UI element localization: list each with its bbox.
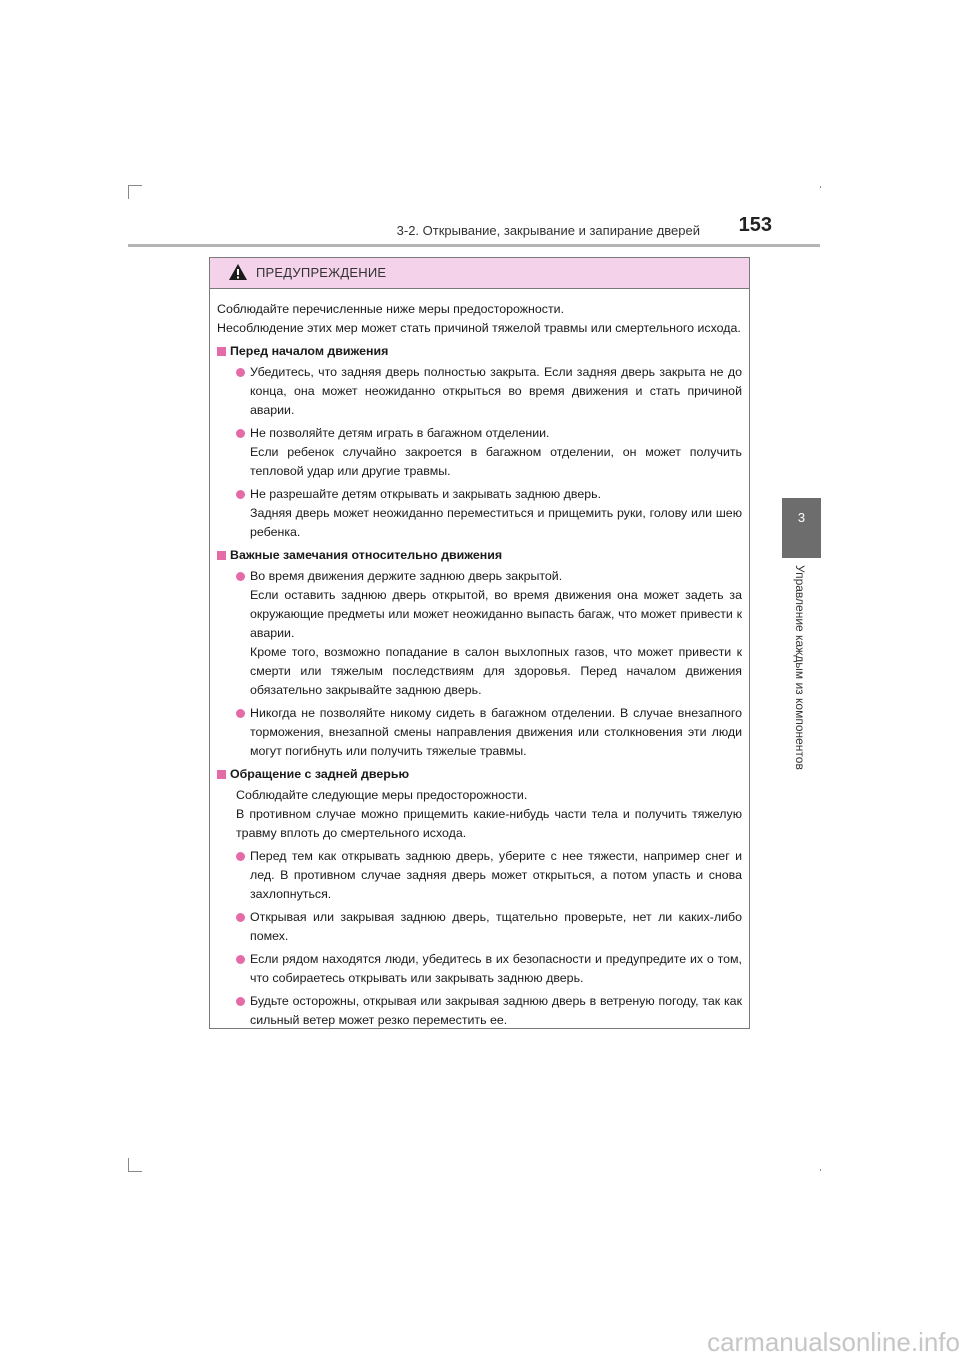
section-title: 3-2. Открывание, закрывание и запирание дверей — [396, 223, 700, 238]
list-item-text: Если рядом находятся люди, убедитесь в их безопасности и предупредите их о том, что собираетесь открывать или закрывать заднюю дверь. — [250, 952, 742, 985]
list-item-text: Будьте осторожны, открывая или закрывая заднюю дверь в ветреную погоду, так как сильный ветер может резко переместить ее. — [250, 994, 742, 1027]
warning-body — [210, 289, 749, 1030]
section-heading-text: Обращение с задней дверью — [230, 767, 410, 781]
list-item — [217, 908, 742, 946]
section-heading-text: Перед началом движения — [230, 344, 389, 358]
chapter-number: 3 — [797, 510, 806, 525]
chapter-label: Управление каждым из компонентов — [793, 565, 807, 770]
list-item — [217, 950, 742, 988]
list-item-text: Убедитесь, что задняя дверь полностью закрыта. Если задняя дверь закрыта не до конца, она может неожиданно открыться во время движения и стать причиной аварии. — [250, 365, 742, 417]
warning-box — [209, 257, 750, 1029]
list-item-text: Открывая или закрывая заднюю дверь, тщательно проверьте, нет ли каких-либо помех. — [250, 910, 742, 943]
list-item — [217, 424, 742, 481]
crop-mark-top-left-h — [128, 185, 142, 186]
list-item — [217, 704, 742, 761]
header-rule — [128, 244, 820, 247]
list-item-text: Перед тем как открывать заднюю дверь, уберите с нее тяжести, например снег и лед. В противном случае задняя дверь может открыться, а потом упасть и снова захлопнуться. — [250, 849, 742, 901]
list-item — [217, 847, 742, 904]
chapter-tab — [782, 498, 821, 558]
section-heading — [217, 546, 742, 565]
list-item-text: Не разрешайте детям открывать и закрывать заднюю дверь. — [250, 487, 602, 501]
list-item-text: Никогда не позволяйте никому сидеть в багажном отделении. В случае внезапного торможения, внезапной смены направления движения или столкновения эти люди могут погибнуть или получить тяжелые травмы. — [250, 706, 742, 758]
list-item — [217, 992, 742, 1030]
circle-bullet-icon — [236, 997, 245, 1006]
circle-bullet-icon — [236, 368, 245, 377]
section-intro-text: В противном случае можно прищемить какие-нибудь части тела и получить тяжелую травму вплоть до смертельного исхода. — [236, 807, 742, 840]
list-item-text: Во время движения держите заднюю дверь закрытой. — [250, 569, 563, 583]
warning-triangle-icon — [228, 263, 248, 281]
section-intro-text: Соблюдайте следующие меры предосторожности. — [236, 788, 528, 802]
crop-mark-bottom-left-v — [128, 1158, 129, 1172]
warning-intro-1: Соблюдайте перечисленные ниже меры предосторожности. — [217, 302, 565, 316]
section-intro — [217, 786, 742, 843]
warning-header — [210, 258, 749, 289]
list-item-text: Если оставить заднюю дверь открытой, во время движения она может задеть за окружающие предметы или может неожиданно выпасть багаж, что может привести к аварии. — [250, 588, 742, 640]
crop-mark-top-right — [820, 186, 821, 188]
section-heading-text: Важные замечания относительно движения — [230, 548, 503, 562]
section-heading — [217, 342, 742, 361]
page-number: 153 — [738, 214, 772, 236]
section-heading — [217, 765, 742, 784]
crop-mark-top-left-v — [128, 185, 129, 199]
circle-bullet-icon — [236, 955, 245, 964]
circle-bullet-icon — [236, 913, 245, 922]
circle-bullet-icon — [236, 709, 245, 718]
square-bullet-icon — [217, 551, 226, 560]
list-item — [217, 363, 742, 420]
crop-mark-bottom-right — [820, 1169, 821, 1171]
list-item-text: Задняя дверь может неожиданно переместиться и прищемить руки, голову или шею ребенка. — [250, 506, 742, 539]
page-header — [128, 214, 820, 248]
circle-bullet-icon — [236, 572, 245, 581]
circle-bullet-icon — [236, 429, 245, 438]
list-item-text: Не позволяйте детям играть в багажном отделении. — [250, 426, 550, 440]
list-item — [217, 485, 742, 542]
list-item — [217, 567, 742, 700]
watermark: carmanualsonline.info — [707, 1327, 960, 1357]
list-item-text: Кроме того, возможно попадание в салон выхлопных газов, что может привести к смерти или тяжелым последствиям для здоровья. Перед началом движения обязательно закрывайте заднюю дверь. — [250, 645, 742, 697]
warning-intro-2: Несоблюдение этих мер может стать причиной тяжелой травмы или смертельного исхода. — [217, 321, 741, 335]
circle-bullet-icon — [236, 490, 245, 499]
warning-title: ПРЕДУПРЕЖДЕНИЕ — [256, 265, 387, 280]
list-item-text: Если ребенок случайно закроется в багажном отделении, он может получить тепловой удар или другие травмы. — [250, 445, 742, 478]
square-bullet-icon — [217, 347, 226, 356]
circle-bullet-icon — [236, 852, 245, 861]
crop-mark-bottom-left-h — [128, 1171, 142, 1172]
square-bullet-icon — [217, 770, 226, 779]
